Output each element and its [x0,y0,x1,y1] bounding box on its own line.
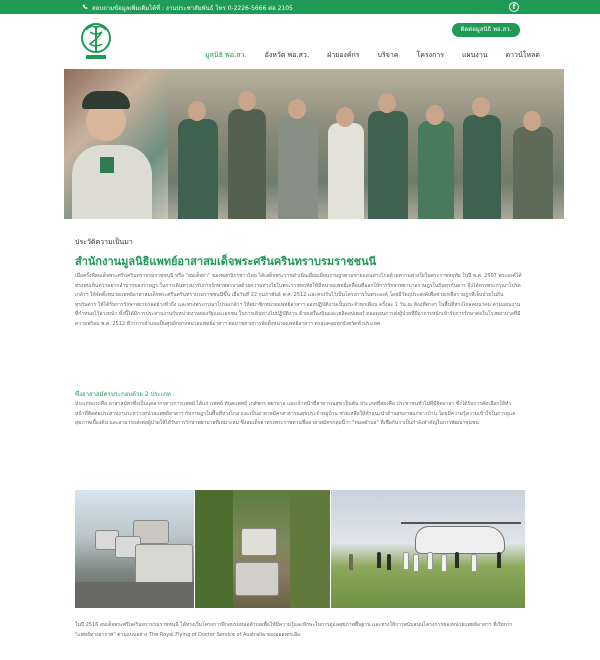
contact-foundation-button[interactable]: ติดต่อมูลนิธิ พอ.สว. [452,23,520,37]
gallery-photo-helicopter [331,490,525,608]
gallery-photo-rough-road [195,490,330,608]
gallery-photo-vehicles [75,490,194,608]
top-info-bar [0,0,600,14]
phone-icon [82,4,88,12]
hero-group-photo [168,69,564,219]
section-label: ประวัติความเป็นมา [75,238,133,246]
hero-portrait-photo [64,69,168,219]
phone-text: สอบถามข้อมูลเพิ่มเติมได้ที่ : งานประชาสัมพันธ์ โทร 0-2226-5666 ต่อ 2105 [92,5,293,12]
main-nav [205,50,540,61]
history-paragraph-1: เมื่อครั้งที่สมเด็จพระศรีนครินทราบรมราชชนนี หรือ "สมเด็จย่า" ของพสกนิกรชาวไทย ได้เสด็จพระราชดำเนินเยี่ยมเยียนราษฎรตามชายแดนห่างไกลด้วยความห่วงใยในพระราชหฤทัย ในปี พ.ศ. 2507 พระองค์ได้ทรงพบเห็นความยากลำบากของราษฎร ในการเดินทางมารับการรักษาพยาบาลด้วยความห่วงใยในพระราชหฤทัยให้มีหน่วยแพทย์เคลื่อนที่ออกให้การรักษาพยาบาลราษฎรในถิ่นทุรกันดาร จึงได้ทรงพระกรุณาโปรดเกล้าฯ ให้จัดตั้งหน่วยแพทย์อาสาสมเด็จพระศรีนครินทราบรมราชชนนีขึ้น เมื่อวันที่ 22 กุมภาพันธ์ พ.ศ. 2512 และทรงรับไว้เป็นโครงการในพระองค์ โดยมีวัตถุประสงค์เพื่อช่วยเหลือราษฎรที่เจ็บป่วยในถิ่นทุรกันดาร ให้ได้รับการรักษาพยาบาลอย่างทั่วถึง และทรงพระกรุณาโปรดเกล้าฯ ให้สมาชิกหน่วยแพทย์อาสาฯ ออกปฏิบัติงานเป็นประจำทุกเดือน ครั้งละ 1 วัน ณ ท้องที่ต่างๆ ในพื้นที่ห่างไกลคมนาคม ตามแผนงานที่กำหนดไว้ล่วงหน้า ทั้งนี้ได้มีการประสานงานกับหน่วยงานของรัฐและเอกชน ในการเดินทางไปปฏิบัติงาน ด้วยเครื่องบินและเฮลิคอปเตอร์ ตลอดจนการส่งผู้ป่วยที่มีอาการหนักเข้ารับการรักษาต่อในโรงพยาบาลที่มีความพร้อม พ.ศ. 2512 ที่ว่าการอำเภอเป็นศูนย์กลางหน่วยแพทย์อาสาฯ ต่อมาขยายการจัดตั้งหน่วยแพทย์อาสาฯ ครอบคลุมทุกจังหวัดทั่วประเทศ [75,273,522,327]
page-title: สำนักงานมูลนิธิแพทย์อาสาสมเด็จพระศรีนครินทราบรมราชชนนี [75,255,377,268]
facebook-icon[interactable]: f [509,2,519,12]
phone-info [82,3,293,13]
nav-province[interactable]: อังหวัด พอ.สว. [264,51,310,59]
history-paragraph-2: ประเภทแรกคือ อาสาสมัครซึ่งเป็นบุคลากรทางการแพทย์ ได้แก่ แพทย์ ทันตแพทย์ เภสัชกร พยาบาล และเจ้าหน้าที่สาธารณสุข เป็นต้น ประเภทที่สองคือ ประชาชนทั่วไปที่มีจิตอาสา ซึ่งได้รับการคัดเลือกให้ทำหน้าที่ติดต่อประสานงานระหว่างหน่วยแพทย์อาสาฯ กับราษฎรในพื้นที่ห่างไกล และเป็นอาสาสมัครสาธารณสุขประจำหมู่บ้าน ช่วยเหลือให้คำแนะนำด้านสุขภาพแก่ชาวบ้าน โดยมีความรู้ความเข้าใจในการดูแลสุขภาพเบื้องต้น และสามารถส่งต่อผู้ป่วยให้ได้รับการรักษาพยาบาลที่เหมาะสม ซึ่งสมเด็จย่าทรงพระราชทานชื่ออาสาสมัครกลุ่มนี้ว่า "หมอตำบล" ที่เชื่อกันว่าเป็นกำลังสำคัญในการพัฒนาชุมชน [75,401,516,426]
nav-organization[interactable]: ฝ่ายองค์กร [327,51,360,59]
nav-foundation[interactable]: มูลนิธิ พอ.สว. [205,51,247,59]
nav-download[interactable]: ดาวน์โหลด [505,51,540,59]
foundation-logo[interactable] [80,20,112,62]
nav-donate[interactable]: บริจาค [377,51,399,59]
history-paragraph-3: ในปี 2516 สมเด็จพระศรีนครินทราบรมราชชนนี ได้ทรงเริ่มโครงการฝึกอบรมหมอตำบลเพื่อให้มีความรู้และทักษะในการดูแลสุขภาพพื้นฐาน และทรงให้การสนับสนุนโครงการของหน่วยแพทย์อาสาฯ ที่เรียกว่า "แพทย์ทางอากาศ" ตามแบบอย่าง The Royal Flying of Doctor Service of Australia ของออสเตรเลีย [75,622,513,638]
nav-plans[interactable]: แผนงาน [462,51,488,59]
photo-gallery [75,490,525,608]
hero-banner-image [64,69,564,219]
nav-projects[interactable]: โครงการ [416,51,445,59]
volunteer-types-heading: ซึ่งอาสาสมัครประกอบด้วย 2 ประเภท [75,391,171,398]
